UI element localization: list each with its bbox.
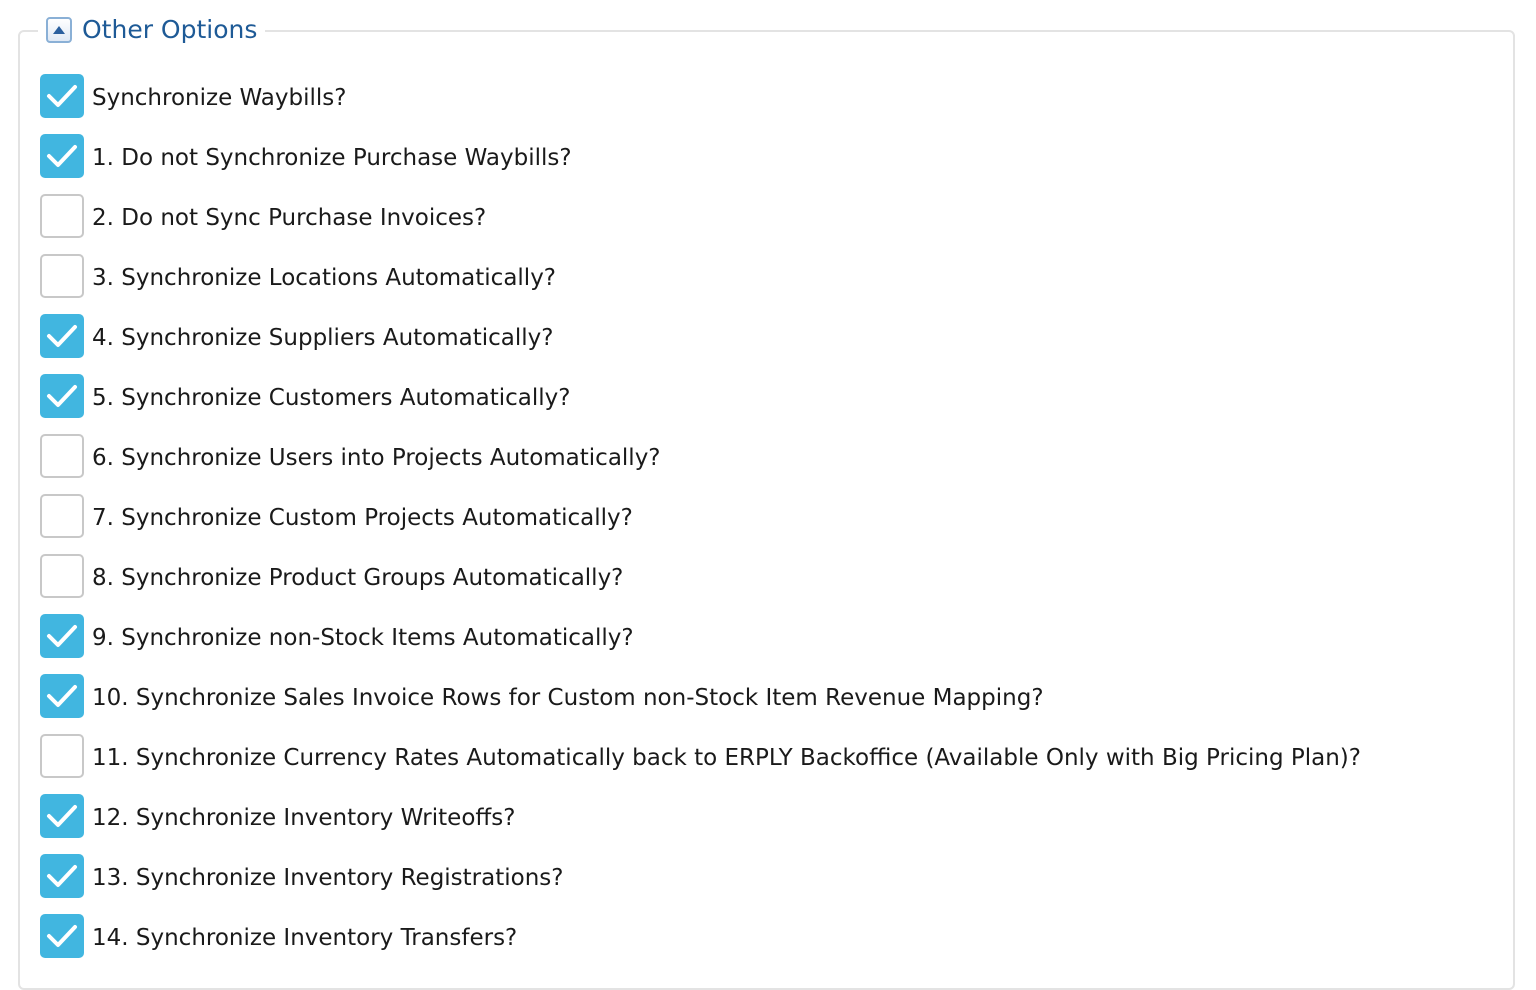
check-icon bbox=[45, 803, 79, 829]
check-icon bbox=[45, 143, 79, 169]
option-sync-sales-invoice-rows bbox=[40, 674, 1500, 734]
checkbox-sync-custom-projects[interactable] bbox=[40, 494, 84, 538]
option-label: 11. Synchronize Currency Rates Automatically back to ERPLY Backoffice (Available Only with Big Pricing Plan)? bbox=[92, 745, 1361, 771]
option-label: 13. Synchronize Inventory Registrations? bbox=[92, 865, 564, 891]
option-label: 8. Synchronize Product Groups Automatically? bbox=[92, 565, 624, 591]
check-icon bbox=[45, 323, 79, 349]
option-label: 7. Synchronize Custom Projects Automatically? bbox=[92, 505, 633, 531]
checkbox-sync-suppliers[interactable] bbox=[40, 314, 84, 358]
option-sync-currency-rates bbox=[40, 734, 1500, 794]
check-icon bbox=[45, 383, 79, 409]
options-list bbox=[40, 74, 1500, 974]
checkbox-sync-customers[interactable] bbox=[40, 374, 84, 418]
chevron-up-icon bbox=[52, 25, 66, 35]
checkbox-sync-inventory-transfers[interactable] bbox=[40, 914, 84, 958]
checkbox-synchronize-waybills[interactable] bbox=[40, 74, 84, 118]
option-label: 4. Synchronize Suppliers Automatically? bbox=[92, 325, 554, 351]
checkbox-sync-non-stock-items[interactable] bbox=[40, 614, 84, 658]
option-sync-inventory-registrations bbox=[40, 854, 1500, 914]
option-no-sync-purchase-waybills bbox=[40, 134, 1500, 194]
option-label: 2. Do not Sync Purchase Invoices? bbox=[92, 205, 487, 231]
option-sync-suppliers bbox=[40, 314, 1500, 374]
section-legend bbox=[38, 10, 265, 50]
option-sync-custom-projects bbox=[40, 494, 1500, 554]
checkbox-sync-locations[interactable] bbox=[40, 254, 84, 298]
checkbox-sync-product-groups[interactable] bbox=[40, 554, 84, 598]
check-icon bbox=[45, 623, 79, 649]
checkbox-sync-users-into-projects[interactable] bbox=[40, 434, 84, 478]
checkbox-no-sync-purchase-waybills[interactable] bbox=[40, 134, 84, 178]
option-label: 9. Synchronize non-Stock Items Automatically? bbox=[92, 625, 634, 651]
section-title: Other Options bbox=[82, 15, 258, 44]
checkbox-sync-inventory-writeoffs[interactable] bbox=[40, 794, 84, 838]
option-label: 10. Synchronize Sales Invoice Rows for Custom non-Stock Item Revenue Mapping? bbox=[92, 685, 1044, 711]
option-label: 5. Synchronize Customers Automatically? bbox=[92, 385, 571, 411]
option-sync-inventory-transfers bbox=[40, 914, 1500, 974]
checkbox-no-sync-purchase-invoices[interactable] bbox=[40, 194, 84, 238]
checkbox-sync-sales-invoice-rows[interactable] bbox=[40, 674, 84, 718]
option-label: 3. Synchronize Locations Automatically? bbox=[92, 265, 557, 291]
check-icon bbox=[45, 923, 79, 949]
option-sync-locations bbox=[40, 254, 1500, 314]
option-label: 12. Synchronize Inventory Writeoffs? bbox=[92, 805, 516, 831]
option-sync-customers bbox=[40, 374, 1500, 434]
checkbox-sync-inventory-registrations[interactable] bbox=[40, 854, 84, 898]
option-sync-users-into-projects bbox=[40, 434, 1500, 494]
collapse-section-button[interactable] bbox=[46, 17, 72, 43]
check-icon bbox=[45, 683, 79, 709]
option-sync-non-stock-items bbox=[40, 614, 1500, 674]
option-label: Synchronize Waybills? bbox=[92, 85, 347, 111]
option-label: 14. Synchronize Inventory Transfers? bbox=[92, 925, 518, 951]
option-no-sync-purchase-invoices bbox=[40, 194, 1500, 254]
option-sync-product-groups bbox=[40, 554, 1500, 614]
option-label: 1. Do not Synchronize Purchase Waybills? bbox=[92, 145, 572, 171]
option-label: 6. Synchronize Users into Projects Automatically? bbox=[92, 445, 661, 471]
check-icon bbox=[45, 83, 79, 109]
checkbox-sync-currency-rates[interactable] bbox=[40, 734, 84, 778]
check-icon bbox=[45, 863, 79, 889]
option-synchronize-waybills bbox=[40, 74, 1500, 134]
option-sync-inventory-writeoffs bbox=[40, 794, 1500, 854]
